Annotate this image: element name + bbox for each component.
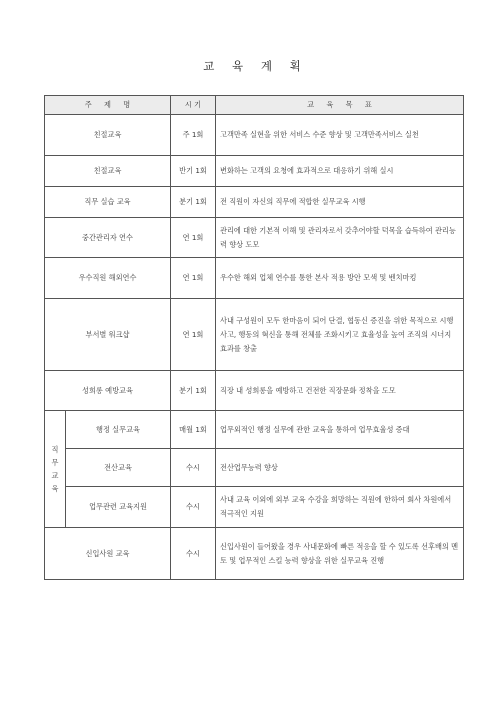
- row-goal: 전 직원이 자신의 직무에 적합한 실무교육 시행: [216, 187, 464, 218]
- education-plan-table: [44, 95, 464, 580]
- row-goal: [216, 299, 464, 371]
- row-topic: 우수직원 해외연수: [45, 258, 171, 299]
- header-goal: 교 육 목 표: [216, 96, 464, 115]
- row-goal: 관리에 대한 기본적 이해 및 관리자로서 갖추어야할 덕목을 습득하여 관리능력 향상 도모: [216, 218, 464, 258]
- table-row: [45, 258, 464, 299]
- row-goal: 직장 내 성희롱을 예방하고 건전한 직장문화 정착을 도모: [216, 371, 464, 411]
- row-topic: 부서별 워크샵: [45, 299, 171, 371]
- row-topic: 신입사원 교육: [45, 528, 171, 580]
- row-frequency: 연 1회: [171, 299, 216, 371]
- row-topic: 행정 실무교육: [66, 411, 171, 449]
- row-frequency: 수시: [171, 487, 216, 528]
- group-label-char: 육: [51, 484, 59, 493]
- row-topic: 친절교육: [45, 115, 171, 156]
- row-goal: 고객만족 실현을 위한 서비스 수준 향상 및 고객만족서비스 실천: [216, 115, 464, 156]
- table-row: [45, 156, 464, 187]
- header-frequency: 시 기: [171, 96, 216, 115]
- header-topic: 주 제 명: [45, 96, 171, 115]
- document-title: 교 육 계 획: [203, 59, 301, 73]
- row-goal: 사내 교육 이외에 외부 교육 수강을 희망하는 직원에 한하여 회사 차원에서 적극적인 지원: [216, 487, 464, 528]
- row-frequency: 분기 1회: [171, 371, 216, 411]
- row-topic: 친절교육: [45, 156, 171, 187]
- job-training-group-label: [45, 411, 66, 528]
- row-goal: 전산업무능력 향상: [216, 449, 464, 487]
- group-label-char: 무: [51, 458, 59, 467]
- table-row: [45, 371, 464, 411]
- row-frequency: 연 1회: [171, 258, 216, 299]
- row-frequency: 주 1회: [171, 115, 216, 156]
- group-label-char: 교: [51, 471, 59, 480]
- table-row: [45, 449, 464, 487]
- row-frequency: 수시: [171, 449, 216, 487]
- table-row: [45, 187, 464, 218]
- row-goal-line: 사고, 행동의 혁신을 통해 전체를 조화시키고 효율성을 높여 조직의 시너지 효과를 창출: [220, 329, 452, 353]
- table-row: [45, 299, 464, 371]
- table-row: [45, 411, 464, 449]
- row-frequency: 매월 1회: [171, 411, 216, 449]
- table-row: [45, 487, 464, 528]
- group-label-char: 직: [51, 445, 59, 454]
- row-topic: 업무관련 교육지원: [66, 487, 171, 528]
- row-goal: 업무외적인 행정 실무에 관한 교육을 통하여 업무효율성 증대: [216, 411, 464, 449]
- row-topic: 성희롱 예방교육: [45, 371, 171, 411]
- table-row: [45, 218, 464, 258]
- row-topic: 중간관리자 연수: [45, 218, 171, 258]
- table-row: [45, 115, 464, 156]
- row-goal: 변화하는 고객의 요청에 효과적으로 대응하기 위해 실시: [216, 156, 464, 187]
- row-topic: 전산교육: [66, 449, 171, 487]
- row-goal: 우수한 해외 업체 연수를 통한 본사 적용 방안 모색 및 벤치마킹: [216, 258, 464, 299]
- row-frequency: 연 1회: [171, 218, 216, 258]
- row-frequency: 수시: [171, 528, 216, 580]
- row-frequency: 분기 1회: [171, 187, 216, 218]
- table-row: [45, 528, 464, 580]
- table-header-row: [45, 96, 464, 115]
- row-frequency: 반기 1회: [171, 156, 216, 187]
- row-goal-line: 사내 구성원이 모두 한마음이 되어 단결, 협동신 증진을 위한 목적으로 시행: [220, 315, 454, 325]
- row-topic: 직무 실습 교육: [45, 187, 171, 218]
- row-goal: 신입사원이 들어왔을 경우 사내문화에 빠른 적응을 할 수 있도록 선후배의 멘토 및 업무적인 스킬 능력 향상을 위한 실무교육 진행: [216, 528, 464, 580]
